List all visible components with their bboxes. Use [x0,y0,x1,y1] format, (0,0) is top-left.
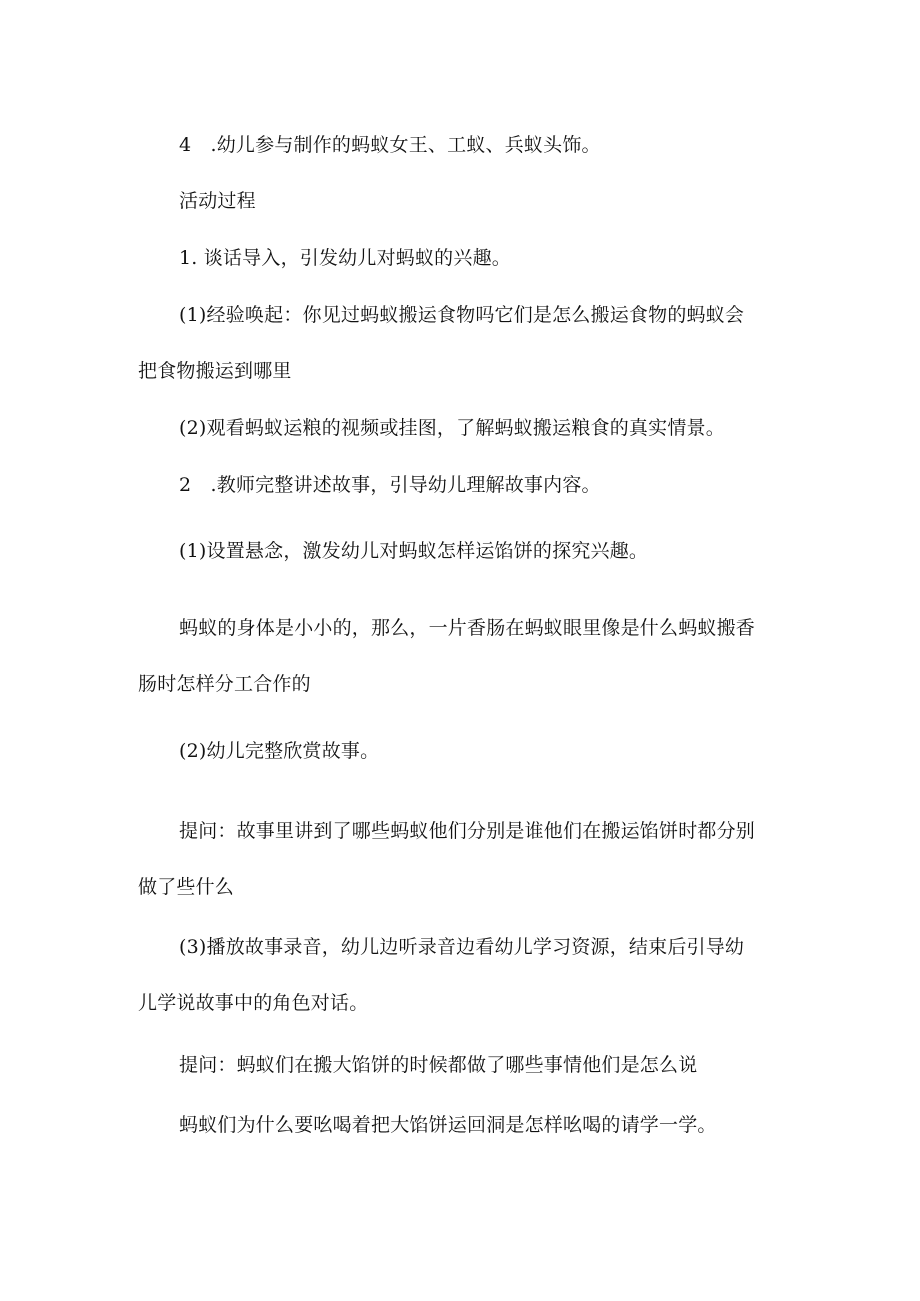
section-heading-activity-process: 活动过程 [179,190,256,212]
step-2-1: (1)设置悬念，激发幼儿对蚂蚁怎样运馅饼的探究兴趣。 [179,540,649,562]
step-1-heading: 1. 谈话导入，引发幼儿对蚂蚁的兴趣。 [179,247,511,269]
question-1-line-1: 提问：故事里讲到了哪些蚂蚁他们分别是谁他们在搬运馅饼时都分别 [179,820,756,842]
step-1-1-line-1: (1)经验唤起：你见过蚂蚁搬运食物吗它们是怎么搬运食物的蚂蚁会 [179,304,745,326]
question-3: 蚂蚁们为什么要吆喝着把大馅饼运回洞是怎样吆喝的请学一学。 [179,1114,717,1136]
question-2: 提问：蚂蚁们在搬大馅饼的时候都做了哪些事情他们是怎么说 [179,1054,698,1076]
step-2-heading: 2 .教师完整讲述故事，引导幼儿理解故事内容。 [179,474,601,496]
step-2-3-line-1: (3)播放故事录音，幼儿边听录音边看幼儿学习资源，结束后引导幼 [179,936,745,958]
paragraph-ant-body-line-1: 蚂蚁的身体是小小的，那么，一片香肠在蚂蚁眼里像是什么蚂蚁搬香 [179,617,756,639]
step-1-1-line-2: 把食物搬运到哪里 [138,360,292,382]
step-1-2: (2)观看蚂蚁运粮的视频或挂图，了解蚂蚁搬运粮食的真实情景。 [179,417,725,439]
step-2-3-line-2: 儿学说故事中的角色对话。 [138,992,369,1014]
material-item-4: 4 .幼儿参与制作的蚂蚁女王、工蚁、兵蚁头饰。 [179,134,601,156]
paragraph-ant-body-line-2: 肠时怎样分工合作的 [138,673,311,695]
question-1-line-2: 做了些什么 [138,876,235,898]
step-2-2: (2)幼儿完整欣赏故事。 [179,740,380,762]
